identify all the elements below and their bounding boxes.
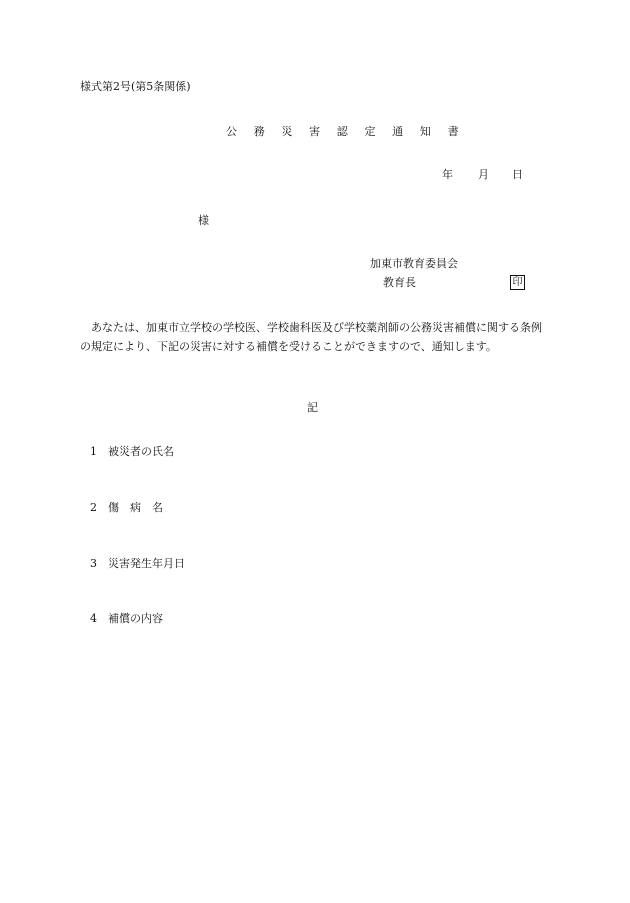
ki-heading: 記 — [307, 401, 318, 414]
date-month-label: 月 — [478, 168, 489, 181]
item-number: 1 — [90, 445, 97, 458]
item-injury-name — [90, 501, 163, 515]
item-compensation-details — [90, 612, 163, 626]
item-victim-name — [90, 445, 174, 459]
notification-body: あなたは、加東市立学校の学校医、学校歯科医及び学校薬剤師の公務災害補償に関する条例の規定により、下記の災害に対する補償を受けることができますので、通知します。 — [80, 321, 542, 353]
item-label: 傷 病 名 — [108, 501, 163, 514]
date-year-label: 年 — [442, 168, 453, 181]
item-accident-date — [90, 557, 185, 571]
item-number: 3 — [90, 557, 97, 570]
item-label: 被災者の氏名 — [108, 445, 174, 458]
document-title: 公 務 災 害 認 定 通 知 書 — [226, 125, 466, 138]
item-label: 災害発生年月日 — [108, 557, 185, 570]
item-number: 4 — [90, 612, 97, 625]
seal-mark: 印 — [510, 275, 525, 290]
issuer-title: 教育長 — [383, 276, 416, 289]
form-label: 様式第2号(第5条関係) — [80, 80, 191, 93]
issuer-organization: 加東市教育委員会 — [370, 257, 458, 270]
addressee-suffix: 様 — [198, 214, 209, 227]
item-label: 補償の内容 — [108, 612, 163, 625]
item-number: 2 — [90, 501, 97, 514]
date-day-label: 日 — [512, 168, 523, 181]
